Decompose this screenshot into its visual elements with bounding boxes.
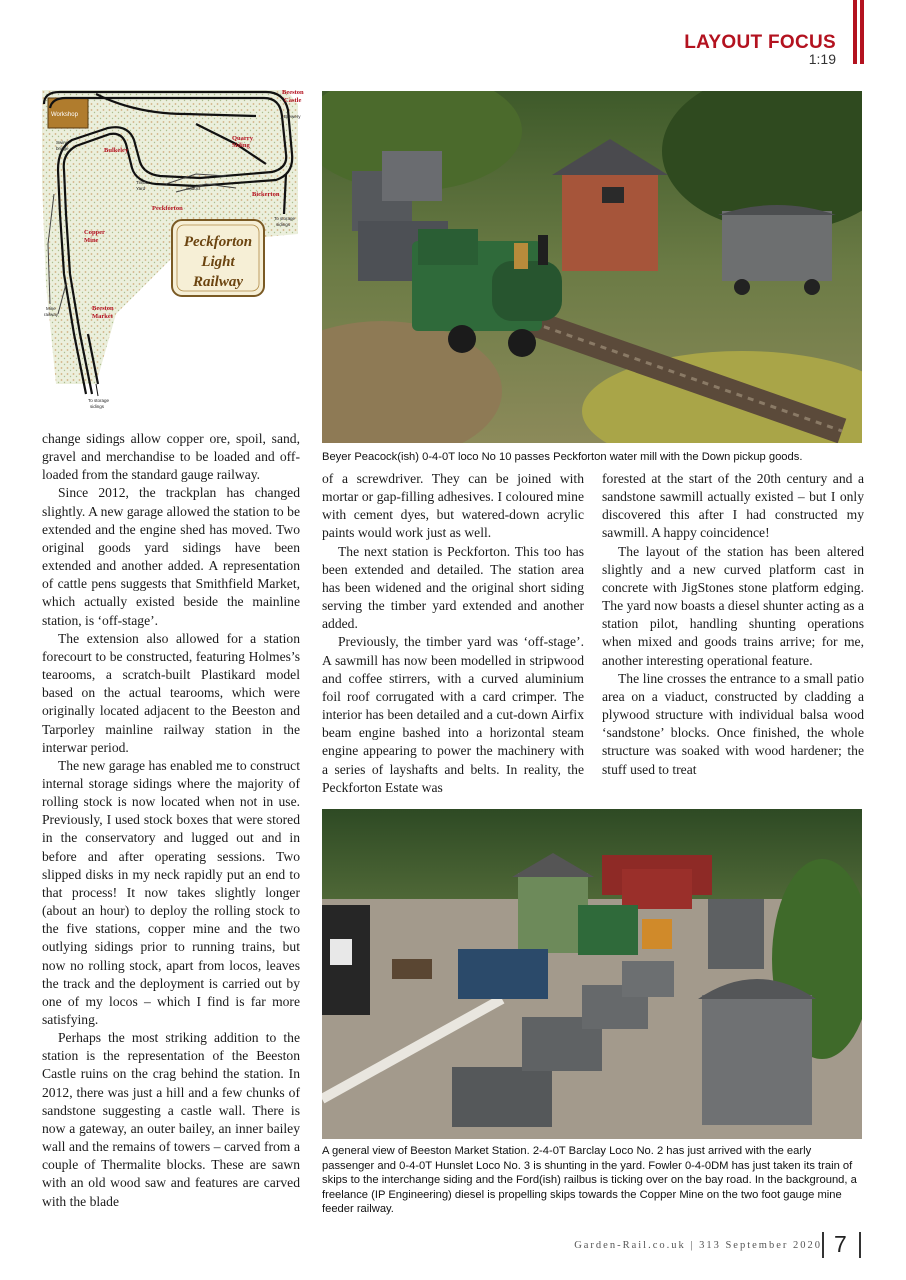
map-label-beeston-castle-2: Castle xyxy=(284,97,302,104)
map-label-mine-railway: Mine xyxy=(46,306,56,311)
arrow-storage-bottom xyxy=(96,384,98,396)
map-label-quarry-siding: Quarry xyxy=(232,135,253,142)
page-number-divider-right xyxy=(859,1232,861,1258)
page-number: 7 xyxy=(834,1231,847,1257)
photo2-grey-coach xyxy=(708,899,764,969)
article-column-2 xyxy=(322,470,584,797)
map-label-bickerton: Bickerton xyxy=(252,191,280,198)
article-column-3 xyxy=(602,470,864,779)
article-paragraph: The extension also allowed for a station forecourt to be constructed, featuring Holmes’s tearooms, a scratch-built Plastikard model based on the actual tearooms, which were originally located adjacent to the Beeston and Tarporley mainline railway station in the interwar period. xyxy=(42,630,300,755)
map-label-beeston-market: Beeston xyxy=(92,305,114,312)
header-accent-bar xyxy=(853,0,857,64)
map-label-storage-right: To storage xyxy=(274,216,296,221)
map-label-beeston-castle: Beeston xyxy=(282,89,304,96)
map-label-beeston-market-2: Market xyxy=(92,313,113,320)
map-label-workshop: Workshop xyxy=(51,112,78,118)
map-label-timber-yard-2: Yard xyxy=(136,186,146,191)
page-number-divider xyxy=(822,1232,824,1258)
article-paragraph: Perhaps the most striking addition to the station is the representation of the Beeston Castle ruins on the crag behind the station. In 2012, there was just a hill and a few chunks of sandstone suggesting a castle wall. There is now a gateway, an outer bailey, an inner bailey wall and the remains of towers – carved from a couple of Thermalite blocks. These are sawn with an old wood saw and features are carved with the blade xyxy=(42,1030,300,1209)
map-label-storage-bottom-2: sidings xyxy=(90,404,105,409)
header-accent-bar-2 xyxy=(860,0,864,64)
map-label-storage-right-2: sidings xyxy=(276,222,291,227)
map-label-copper-mine: Copper xyxy=(84,229,105,236)
section-title: LAYOUT FOCUS xyxy=(684,32,836,53)
map-label-mine-railway-2: railway xyxy=(44,312,59,317)
map-label-swing-bridge: Swing xyxy=(56,140,69,145)
article-paragraph: The new garage has enabled me to construct internal storage sidings where the majority of rolling stock is now located when not in use. Previously, I used stock boxes that were stored in the conservatory and lugged out and in before and after operating sessions. Two slipped disks in my neck rapidly put an end to that process! It now takes slightly longer (about an hour) to deploy the rolling stock to the five stations, copper mine and the two outlying sidings prior to running trains, but now no rolling stock, apart from locos, leaves the track and the deployment is carried out by one of my locos – which I find is far more satisfying. xyxy=(42,757,300,1027)
map-label-timber-yard: Timber xyxy=(136,180,150,185)
article-paragraph: The next station is Peckforton. This too has been extended and detailed. The station area has been widened and the original short siding serving the timber yard extended and another added. xyxy=(322,543,584,632)
map-label-copper-mine-2: Mine xyxy=(84,237,99,244)
article-paragraph: change sidings allow copper ore, spoil, sand, gravel and merchandise to be loaded and off-loaded from the standard gauge railway. xyxy=(42,431,300,483)
photo2-grey-van xyxy=(698,979,816,1125)
map-title-cartouche xyxy=(172,220,264,296)
map-label-brewery: Brewery xyxy=(284,114,301,119)
map-label-quarry-siding-2: Siding xyxy=(232,142,250,149)
photo-beeston-market-station xyxy=(322,809,862,1139)
section-scale: 1:19 xyxy=(808,51,836,67)
article-paragraph: of a screwdriver. They can be joined with mortar or gap-filling adhesives. I coloured mine with cement dyes, but watered-down acrylic paints would work just as well. xyxy=(322,471,584,541)
photo-caption-top: Beyer Peacock(ish) 0-4-0T loco No 10 passes Peckforton water mill with the Down pickup goods. xyxy=(322,451,803,463)
article-paragraph: forested at the start of the 20th century and a sandstone sawmill actually existed – but I only discovered this after I had constructed my sawmill. A happy coincidence! xyxy=(602,471,864,541)
map-label-swing-bridge-2: bridge xyxy=(56,146,69,151)
article-paragraph: The line crosses the entrance to a small patio area on a viaduct, constructed by cladding a plywood structure with individual balsa wood ‘sandstone’ blocks. Once finished, the whole structure was soaked with wood hardener; the stuff used to treat xyxy=(602,670,864,777)
footer-publication-info: Garden-Rail.co.uk | 313 September 2020 xyxy=(574,1240,822,1251)
photo-caption-bottom: A general view of Beeston Market Station. 2-4-0T Barclay Loco No. 2 has just arrived with the early passenger and 0-4-0T Hunslet Loco No. 3 is shunting in the yard. Fowler 0-4-0DM has just taken its train of skips to the interchange siding and the Ford(ish) railbus is ticking over on the bay road. In the background, a freelance (IP Engineering) diesel is propelling skips towards the Copper Mine on the two foot gauge mine feeder railway. xyxy=(322,1145,857,1215)
photo-peckforton-water-mill xyxy=(322,91,862,443)
article-column-1 xyxy=(42,430,300,1211)
map-label-bulkeley: Bulkeley xyxy=(104,147,129,154)
map-label-viaduct: viaduct xyxy=(186,186,201,191)
track-plan-map xyxy=(36,84,308,414)
article-paragraph: The layout of the station has been altered slightly and a new curved platform cast in concrete with JigStones stone platform edging. The yard now boasts a diesel shunter acting as a station pilot, handling shunting operations when mixed and goods trains arrive; for me, another interesting operational feature. xyxy=(602,543,864,668)
map-label-storage-bottom: To storage xyxy=(88,398,110,403)
map-title-line-3: Railway xyxy=(192,274,244,290)
map-label-peckforton: Peckforton xyxy=(152,205,183,212)
article-paragraph: Since 2012, the trackplan has changed slightly. A new garage allowed the station to be extended and the engine shed has moved. Two original goods yard sidings have been extended and another added. A representation of cattle pens suggests that Smithfield Market, which actually existed beside the mainline station, is ‘off-stage’. xyxy=(42,485,300,628)
map-title-line-1: Peckforton xyxy=(183,234,253,250)
article-paragraph: Previously, the timber yard was ‘off-stage’. A sawmill has now been modelled in stripwood and coffee stirrers, with a curved aluminium foil roof corrugated with a card crimper. The interior has been detailed and a cut-down Airfix beam engine bashed into a horizontal steam engine appearing to power the machinery with a series of layshafts and belts. In reality, the Peckforton Estate was xyxy=(322,634,584,795)
photo2-black-shed xyxy=(322,905,370,1015)
map-title-line-2: Light xyxy=(201,254,235,270)
